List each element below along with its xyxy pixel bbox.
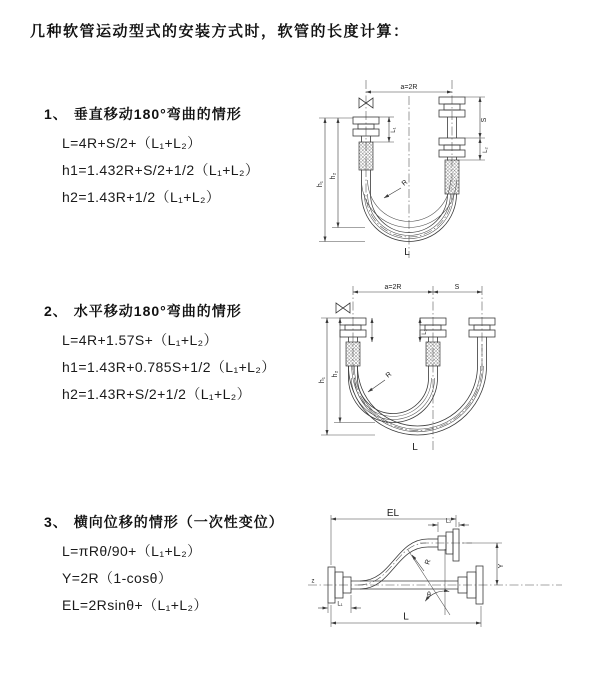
section-2 <box>44 301 276 408</box>
formula-line: L=4R+S/2+（L₁+L₂） <box>62 135 202 151</box>
d2-dim-h2-label: h₂ <box>332 370 339 378</box>
d1-radius-label: R <box>400 178 410 188</box>
formula-line: Y=2R（1-cosθ） <box>62 570 173 586</box>
d2-dim-a2r-label: a=2R <box>384 284 402 291</box>
d1-dim-a2r-label: a=2R <box>400 84 418 91</box>
formula-line: h2=1.43R+1/2（L₁+L₂） <box>62 189 221 205</box>
section-1-number: 1、 <box>44 106 68 122</box>
braid-section-right <box>445 160 459 194</box>
formula-line: h1=1.432R+S/2+1/2（L₁+L₂） <box>62 162 260 178</box>
d3-datum-label: z <box>311 578 315 585</box>
dimension-lines <box>319 92 485 242</box>
valve-icon <box>336 303 350 313</box>
braid-section-left <box>359 142 373 170</box>
braid-section-left <box>346 342 360 366</box>
page-title: 几种软管运动型式的安装方式时，软管的长度计算： <box>30 23 410 40</box>
section-1 <box>44 104 259 211</box>
section-1-formulas <box>62 130 259 211</box>
section-1-heading <box>44 104 259 124</box>
section-1-title: 垂直移动180°弯曲的情形 <box>73 106 242 122</box>
centerlines <box>353 286 482 450</box>
formula-line: h1=1.43R+0.785S+1/2（L₁+L₂） <box>62 359 276 375</box>
upper-flange <box>438 529 459 561</box>
section-3-heading <box>44 512 284 532</box>
d3-dim-el-label: EL <box>386 508 400 519</box>
dimension-lines <box>321 292 482 435</box>
diagram-lateral-displacement <box>300 505 592 653</box>
formula-line: L=πRθ/90+（L₁+L₂） <box>62 543 202 559</box>
d1-dim-l2-label: L₂ <box>483 147 489 153</box>
diagram-horizontal-180-bend <box>305 278 590 460</box>
section-2-formulas <box>62 327 276 408</box>
d2-length-label: L <box>412 442 418 453</box>
d3-theta-label: θ <box>427 592 431 599</box>
centerlines <box>308 543 562 585</box>
d3-radius-label: R <box>424 558 433 566</box>
d3-dim-y-label: Y <box>498 563 505 569</box>
section-3 <box>44 512 284 619</box>
braid-section-middle <box>426 342 440 366</box>
d2-dim-l1-label: L₁ <box>422 329 428 335</box>
d3-length-label: L <box>403 611 409 623</box>
formula-line: EL=2Rsinθ+（L₁+L₂） <box>62 597 208 613</box>
d2-dim-s-label: S <box>454 284 460 291</box>
d1-dim-l1-label: L₁ <box>391 127 397 133</box>
d1-dim-h2-label: h₂ <box>330 172 337 180</box>
section-2-number: 2、 <box>44 303 68 319</box>
d2-dim-h1-label: h₁ <box>319 376 326 384</box>
d3-dim-l1-label: L₁ <box>337 601 343 608</box>
section-3-formulas <box>62 538 284 619</box>
d3-dim-l2-label: L₂ <box>445 518 452 525</box>
section-2-heading <box>44 301 276 321</box>
dimension-lines <box>318 515 502 627</box>
formula-line: h2=1.43R+S/2+1/2（L₁+L₂） <box>62 386 252 402</box>
d1-length-label: L <box>404 247 410 258</box>
d1-dim-h1-label: h₁ <box>317 180 324 188</box>
section-3-number: 3、 <box>44 514 68 530</box>
diagram-vertical-180-bend <box>305 72 590 264</box>
section-3-title: 横向位移的情形（一次性变位） <box>73 514 284 530</box>
d1-dim-s-label: S <box>481 117 488 123</box>
d2-radius-label: R <box>384 370 394 380</box>
formula-line: L=4R+1.57S+（L₁+L₂） <box>62 332 218 348</box>
angle-construction <box>408 549 450 615</box>
section-2-title: 水平移动180°弯曲的情形 <box>73 303 242 319</box>
